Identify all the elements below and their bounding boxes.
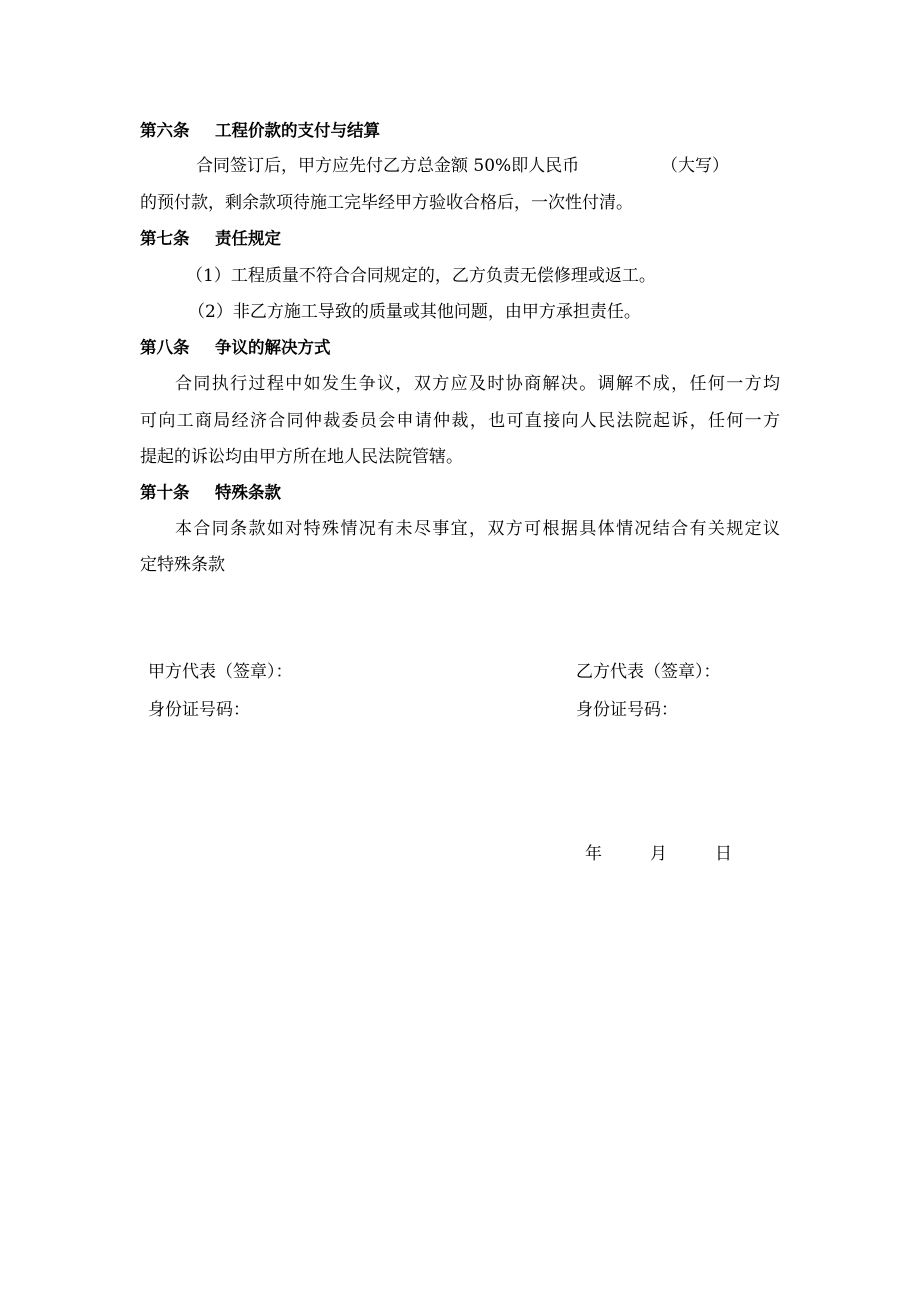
date-day-label: 日	[715, 844, 732, 864]
payment-text: 合同签订后，甲方应先付乙方总金额 50%即人民币	[196, 156, 580, 176]
party-a-representative-label: 甲方代表（签章）：	[148, 662, 293, 682]
date-month-label: 月	[650, 844, 667, 864]
article-number: 第十条	[140, 483, 190, 502]
article-10-heading	[140, 482, 800, 504]
article-10-paragraph-line-1: 本合同条款如对特殊情况有未尽事宜，双方可根据具体情况结合有关规定议	[175, 519, 780, 539]
article-number: 第八条	[140, 338, 190, 357]
article-title: 责任规定	[215, 229, 281, 248]
party-b-representative-label: 乙方代表（签章）：	[576, 662, 721, 682]
article-title: 特殊条款	[215, 483, 281, 502]
article-7-heading	[140, 228, 800, 250]
article-8-paragraph-line-2: 可向工商局经济合同仲裁委员会申请仲裁，也可直接向人民法院起诉，任何一方	[140, 411, 780, 431]
party-b-id-label: 身份证号码：	[576, 700, 678, 720]
article-number: 第七条	[140, 229, 190, 248]
article-8-paragraph-line-3: 提起的诉讼均由甲方所在地人民法院管辖。	[140, 447, 463, 467]
article-title: 工程价款的支付与结算	[215, 121, 380, 140]
article-7-item-2: （2）非乙方施工导致的质量或其他问题，由甲方承担责任。	[188, 302, 641, 322]
article-title: 争议的解决方式	[215, 338, 331, 357]
capital-amount-label: （大写）	[661, 156, 729, 176]
article-number: 第六条	[140, 121, 190, 140]
article-7-item-1: （1）工程质量不符合合同规定的，乙方负责无偿修理或返工。	[186, 266, 656, 286]
party-a-id-label: 身份证号码：	[148, 700, 250, 720]
date-year-label: 年	[585, 844, 602, 864]
article-8-heading	[140, 337, 800, 359]
article-10-paragraph-line-2: 定特殊条款	[140, 555, 225, 575]
article-6-heading	[140, 120, 800, 142]
article-8-paragraph-line-1: 合同执行过程中如发生争议，双方应及时协商解决。调解不成，任何一方均	[175, 374, 780, 394]
article-6-paragraph-line-2: 的预付款，剩余款项待施工完毕经甲方验收合格后，一次性付清。	[140, 193, 633, 213]
